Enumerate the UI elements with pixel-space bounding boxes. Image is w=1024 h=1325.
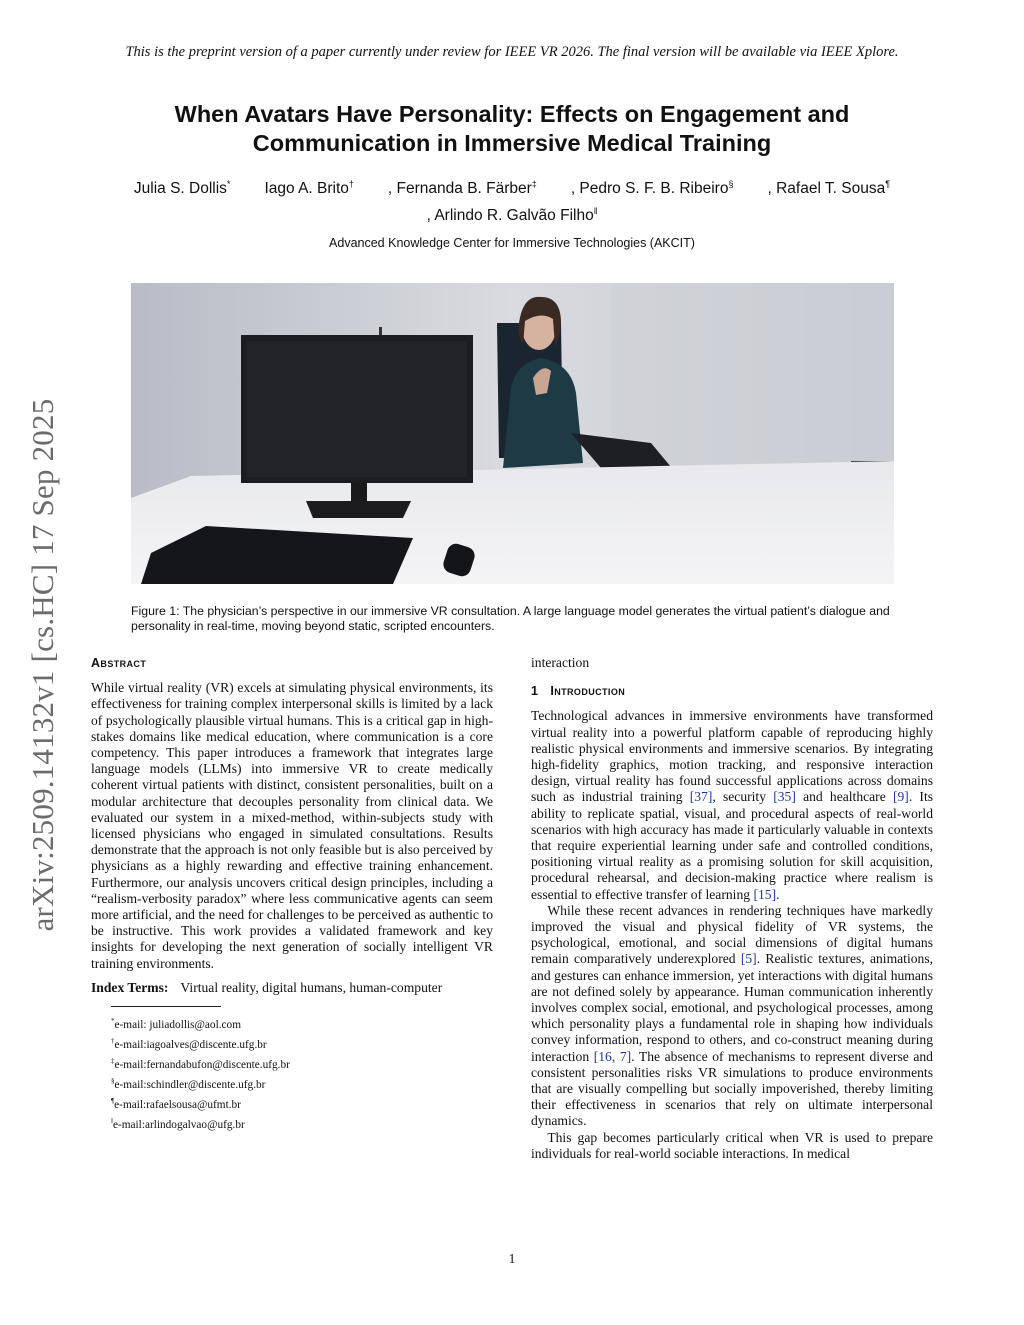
index-terms-continued: interaction: [531, 655, 590, 670]
paragraph-text: and healthcare: [795, 789, 893, 805]
author-affiliation-mark: ‖: [593, 206, 598, 217]
author-affiliation-mark: †: [348, 179, 354, 189]
footnote-text: e-mail: juliadollis@aol.com: [114, 1018, 241, 1031]
paragraph-text: . The absence of mechanisms to represent diverse and consistent personalities risks VR simulations to produce environments that are visually compelling but socially impoverished, thereby limiting their effectiveness in scenarios that rely on ultimate interpersonal dynamics.: [531, 1048, 933, 1129]
footnote-email: [91, 1093, 493, 1113]
affiliation: Advanced Knowledge Center for Immersive Technologies (AKCIT): [329, 236, 695, 250]
paper-title: [110, 100, 914, 158]
section-number: 1: [531, 684, 539, 699]
index-terms-label: Index Terms:: [91, 979, 169, 995]
footnote-rule: [111, 1006, 221, 1007]
author-line-1: [100, 173, 924, 200]
figure-1-image: [131, 283, 894, 584]
author-affiliation-mark: ‡: [531, 179, 537, 189]
author-affiliation-mark: §: [728, 179, 734, 189]
page-number: 1: [508, 1251, 516, 1266]
intro-paragraph-3: This gap becomes particularly critical when VR is used to prepare individuals for real-world sociable interactions. In medical: [531, 1129, 933, 1161]
abstract-text: While virtual reality (VR) excels at simulating physical environments, its effectiveness for training complex interpersonal skills is limited by a lack of psychologically plausible virtual humans. This is a critical gap in high-stakes domains like medical education, where communication is a core competency. This paper introduces a framework that integrates large language models (LLMs) into immersive VR to create medically coherent virtual patients with distinct, consistent personalities, built on a modular architecture that decouples personality from clinical data. We evaluated our system in a mixed-method, within-subjects study with licensed physicians who engaged in simulated consultations. Results demonstrate that the approach is not only feasible but is also perceived by physicians as a highly rewarding and effective training enhancement. Furthermore, our analysis uncovers critical design principles, including a “realism-verbosity paradox” where less communicative agents can seem more artificial, and the need for challenges to be perceived as authentic to be instructive. This work provides a validated framework and key insights for developing the next generation of socially intelligent VR training environments.: [91, 680, 493, 971]
footnote-text: e-mail:fernandabufon@discente.ufg.br: [114, 1058, 290, 1071]
index-terms-text: Virtual reality, digital humans, human-computer: [180, 979, 443, 995]
footnote-mark: ‡: [111, 1057, 115, 1065]
footnote-mark: †: [111, 1037, 115, 1046]
author-name: Julia S. Dollis*: [133, 179, 231, 198]
monitor-panel: [247, 341, 467, 477]
citation-link[interactable]: [35]: [773, 789, 796, 805]
footnote-mark: ‖: [111, 1116, 113, 1125]
author-line-2: [100, 200, 924, 227]
author-list: [100, 173, 924, 227]
footnote-email: [91, 1053, 493, 1073]
paragraph-text: . Realistic textures, animations, and gestures can enhance immersion, yet interactions with digital humans are not defined solely by appearance. Human communication inherently involves complex social, emotional, and psychological processes, among which personality plays a fundamental role in shaping how individuals convey information, respond to others, and co-construct meaning during interaction: [531, 951, 934, 1064]
index-terms: [91, 980, 493, 996]
paragraph-text: .: [776, 886, 780, 902]
citation-link[interactable]: [15]: [753, 886, 777, 902]
right-column: [531, 655, 933, 1162]
introduction-heading: [531, 683, 933, 699]
footnote-text: e-mail:rafaelsousa@ufmt.br: [114, 1098, 241, 1111]
monitor-base: [306, 501, 411, 518]
author-name: , Arlindo R. Galvão Filho‖: [426, 206, 598, 225]
author-name: , Fernanda B. Färber‡: [387, 179, 537, 198]
abstract-heading: Abstract: [91, 656, 147, 670]
left-column: [91, 655, 493, 1133]
footnote-email: [91, 1013, 493, 1033]
footnote-text: e-mail:iagoalves@discente.ufg.br: [114, 1038, 267, 1051]
author-affiliation-mark: *: [226, 179, 231, 189]
intro-paragraph-1: [531, 708, 933, 902]
footnote-mark: ¶: [111, 1096, 115, 1105]
preprint-notice: This is the preprint version of a paper currently under review for IEEE VR 2026. The final version will be available via IEEE Xplore.: [125, 44, 899, 60]
citation-link[interactable]: [37]: [689, 789, 713, 805]
footnote-text: e-mail:schindler@discente.ufg.br: [114, 1078, 266, 1091]
citation-link[interactable]: [9]: [892, 789, 909, 805]
author-affiliation-mark: ¶: [885, 179, 891, 189]
monitor-webcam: [379, 327, 382, 335]
vr-consultation-scene: [131, 283, 894, 584]
title-line-1: When Avatars Have Personality: Effects on Engagement and: [174, 101, 850, 127]
author-name: Iago A. Brito†: [264, 179, 354, 198]
footnote-text: e-mail:arlindogalvao@ufg.br: [112, 1118, 245, 1131]
footnotes: [91, 1013, 493, 1133]
monitor-stand: [351, 483, 367, 503]
arxiv-identifier: arXiv:2509.14132v1 [cs.HC] 17 Sep 2025: [25, 398, 60, 932]
footnote-mark: *: [111, 1017, 115, 1026]
author-name: , Pedro S. F. B. Ribeiro§: [570, 179, 734, 198]
paragraph-text: . Its ability to replicate spatial, visual, and procedural aspects of real-world scenarios with high accuracy has made it particularly valuable in contexts that require experiential learning under safe and controlled conditions, positioning virtual reality as a promising solution for skill acquisition, procedural rehearsal, and decision-making practice where realism is essential to effective transfer of learning: [531, 789, 934, 902]
paragraph-text: , security: [712, 789, 774, 805]
footnote-email: [91, 1033, 493, 1053]
section-title: Introduction: [550, 684, 626, 699]
citation-link[interactable]: [16, 7]: [593, 1048, 632, 1064]
paragraph-text: Technological advances in immersive environments have transformed virtual reality into a powerful platform capable of reproducing highly realistic physical environments and immersive scenarios. By integrating high-fidelity graphics, motion tracking, and responsive interaction design, virtual reality has found successful applications across domains such as industrial training: [531, 708, 933, 805]
intro-paragraph-2: [531, 903, 933, 1130]
figure-caption: Figure 1: The physician’s perspective in our immersive VR consultation. A large language model generates the virtual patient’s dialogue and personality in real-time, moving beyond static, scripted encounters.: [131, 604, 890, 633]
footnote-mark: §: [111, 1076, 115, 1085]
paragraph-text: While these recent advances in rendering techniques have markedly improved the visual and physical fidelity of VR systems, the psychological, emotional, and social dimensions of digital humans remain comparatively underexplored: [531, 902, 933, 967]
citation-link[interactable]: [5]: [740, 951, 757, 967]
footnote-email: [91, 1113, 493, 1133]
footnote-email: [91, 1073, 493, 1093]
author-name: , Rafael T. Sousa¶: [767, 179, 891, 198]
title-line-2: Communication in Immersive Medical Training: [252, 130, 772, 156]
